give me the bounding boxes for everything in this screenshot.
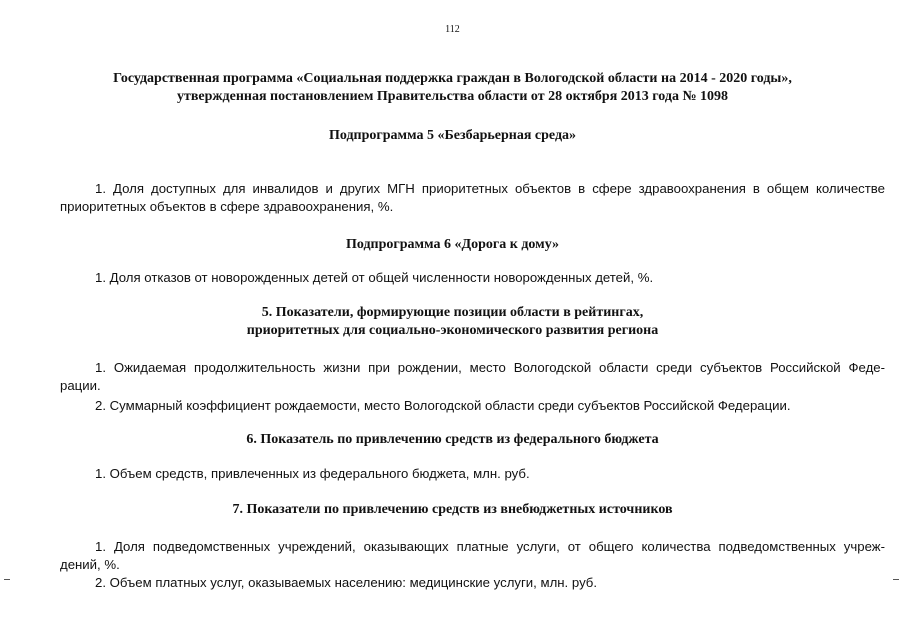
section-6-item-1: 1. Объем средств, привлеченных из федерального бюджета, млн. руб.	[95, 466, 530, 481]
section-6-heading: 6. Показатель по привлечению средств из федерального бюджета	[246, 432, 659, 447]
section-5-item-1	[60, 359, 885, 395]
section-5-item-1-line-2: рации.	[60, 378, 101, 393]
section-5-item-2: 2. Суммарный коэффициент рождаемости, место Вологодской области среди субъектов Российской Федерации.	[95, 398, 791, 413]
program-title	[0, 70, 905, 106]
subprogram-6-heading: Подпрограмма 6 «Дорога к дому»	[345, 237, 560, 252]
program-title-line-1: Государственная программа «Социальная поддержка граждан в Вологодской области на 2014 - 2020 годы»,	[113, 71, 792, 86]
section-5-heading	[0, 304, 905, 340]
subprogram-5-item-1-line-1: 1. Доля доступных для инвалидов и других МГН приоритетных объектов в сфере здравоохранения в общем количестве	[95, 181, 885, 196]
section-7-item-2: 2. Объем платных услуг, оказываемых населению: медицинские услуги, млн. руб.	[95, 575, 598, 590]
section-7-item-1-line-1: 1. Доля подведомственных учреждений, оказывающих платные услуги, от общего количества подведомственных учреж-	[95, 539, 885, 554]
section-7-heading: 7. Показатели по привлечению средств из внебюджетных источников	[232, 502, 673, 517]
subprogram-5-heading: Подпрограмма 5 «Безбарьерная среда»	[328, 128, 577, 143]
section-5-heading-line-2: приоритетных для социально-экономического развития региона	[246, 323, 659, 338]
section-7-item-1-line-2: дений, %.	[60, 557, 120, 572]
scan-mark-left	[4, 579, 10, 580]
program-title-line-2: утвержденная постановлением Правительства области от 28 октября 2013 года № 1098	[176, 89, 729, 104]
scan-mark-right	[893, 579, 899, 580]
section-5-heading-line-1: 5. Показатели, формирующие позиции области в рейтингах,	[261, 305, 644, 320]
section-7-item-1	[60, 538, 885, 574]
page-number: 112	[445, 24, 460, 35]
subprogram-5-item-1	[60, 180, 885, 216]
subprogram-6-item-1: 1. Доля отказов от новорожденных детей от общей численности новорожденных детей, %.	[95, 270, 654, 285]
section-5-item-1-line-1: 1. Ожидаемая продолжительность жизни при рождении, место Вологодской области среди субъектов Российской Феде-	[95, 360, 885, 375]
subprogram-5-item-1-line-2: приоритетных объектов в сфере здравоохранения, %.	[60, 199, 394, 214]
